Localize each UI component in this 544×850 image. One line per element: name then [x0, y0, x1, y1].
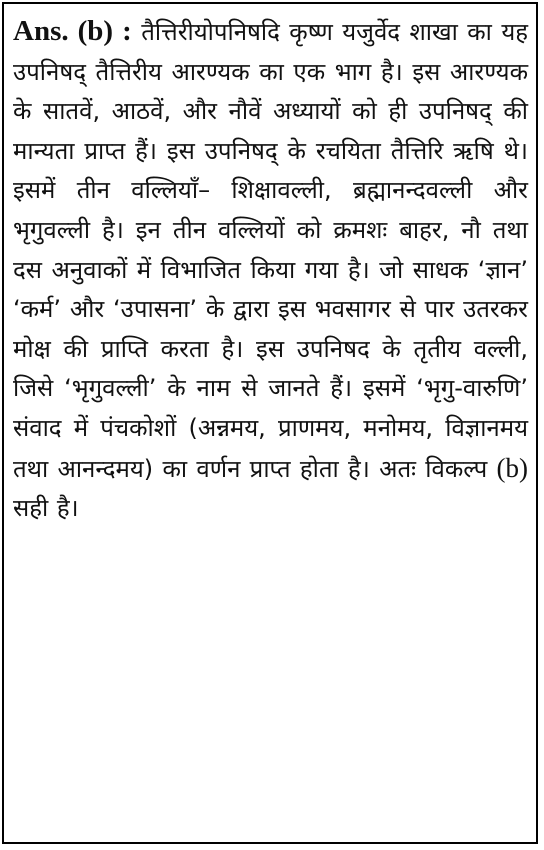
answer-text-end: सही है। — [13, 494, 79, 523]
answer-label: Ans. (b) : — [13, 15, 132, 47]
answer-text: तैत्तिरीयोपनिषदि कृष्ण यजुर्वेद शाखा का यह उपनिषद् तैत्तिरीय आरण्यक का एक भाग है। इस आरण्यक के सातवें, आठवें, और नौवें अध्यायों को ही उपनिषद् की मान्यता प्राप्त हैं। इस उपनिषद् के रचयिता तैत्तिरि ऋषि थे। इसमें तीन वल्लियाँ– शिक्षावल्ली, ब्रह्मानन्दवल्ली और भृगुवल्ली है। इन तीन वल्लियों को क्रमशः बाहर, नौ तथा दस अनुवाकों में विभाजित किया गया है। जो साधक ‘ज्ञान’ ‘कर्म’ और ‘उपासना’ के द्वारा इस भवसागर से पार उतरकर मोक्ष की प्राप्ति करता है। इस उपनिषद के तृतीय वल्ली, जिसे ‘भृगुवल्ली’ के नाम से जानते हैं। इसमें ‘भृगु-वारुणि’ संवाद में पंचकोशों (अन्नमय, प्राणमय, मनोमय, विज्ञानमय तथा आनन्दमय) का वर्णन प्राप्त होता है। अतः विकल्प — [13, 18, 528, 483]
answer-paragraph — [4, 4, 536, 529]
answer-option: (b) — [496, 452, 528, 483]
answer-box — [2, 2, 538, 844]
